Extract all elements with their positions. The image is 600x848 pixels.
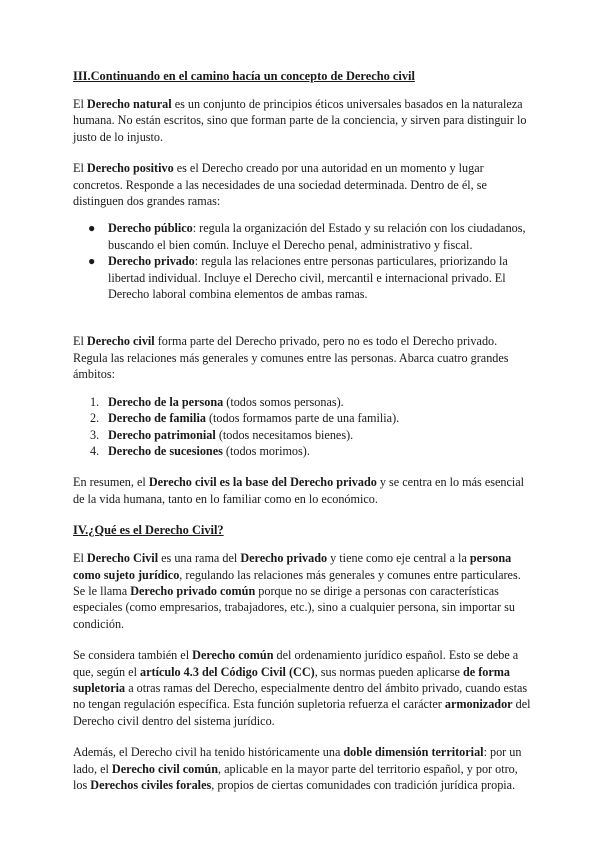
paragraph-derecho-comun: Se considera también el Derecho común del ordenamiento jurídico español. Esto se debe a que, según el artículo 4.3 del Código Civil (CC), sus normas pueden aplicarse de forma supletoria a otras ramas del Derecho, especialmente dentro del ámbito privado, cuando estas no tengan regulación específica. Esta función supletoria refuerza el carácter armonizador del Derecho civil dentro del sistema jurídico. bbox=[73, 648, 531, 728]
list-item-ambito bbox=[90, 410, 534, 426]
bold-term: persona como sujeto jurídico bbox=[73, 551, 512, 582]
bold-term: artículo 4.3 del Código Civil (CC) bbox=[140, 664, 315, 679]
bold-term: armonizador bbox=[444, 697, 513, 712]
section-3-title: III.Continuando en el camino hacía un concepto de Derecho civil bbox=[73, 69, 415, 83]
bold-term: Derecho patrimonial bbox=[108, 427, 216, 442]
spacer bbox=[73, 302, 534, 333]
paragraph-derecho-natural: El Derecho natural es un conjunto de principios éticos universales basados en la naturaleza humana. No están escritos, sino que forman parte de la conciencia, y sirven para distinguir lo justo de lo injusto. bbox=[73, 97, 527, 144]
bold-term: Derecho privado bbox=[240, 551, 328, 566]
list-number: 4. bbox=[90, 443, 100, 458]
list-item-text: Derecho patrimonial (todos necesitamos bienes). bbox=[108, 427, 354, 442]
branches-list bbox=[73, 220, 534, 302]
paragraph-derecho-civil: El Derecho civil forma parte del Derecho privado, pero no es todo el Derecho privado. Regula las relaciones más generales y comunes entre las personas. Abarca cuatro grandes ámbitos: bbox=[73, 334, 509, 382]
bold-term: Derecho de la persona bbox=[108, 394, 224, 409]
bold-term: Derecho público bbox=[108, 221, 193, 236]
bold-term: Derecho natural bbox=[86, 97, 172, 111]
paragraph-resumen: En resumen, el Derecho civil es la base del Derecho privado y se centra en lo más esencial de la vida humana, tanto en lo familiar como en lo económico. bbox=[73, 475, 525, 506]
section-4-title: IV.¿Qué es el Derecho Civil? bbox=[73, 523, 224, 538]
list-item-ambito bbox=[90, 394, 534, 410]
list-item-derecho-publico bbox=[88, 220, 534, 253]
list-item-text: Derecho de sucesiones (todos morimos). bbox=[108, 443, 310, 458]
paragraph-derecho-civil-rama: El Derecho Civil es una rama del Derecho privado y tiene como eje central a la persona como sujeto jurídico, regulando las relaciones más generales y comunes entre particulares. Se le llama Derecho privado común porque no se dirige a personas con características especiales (como empresarios, trabajadores, etc.), sino a cualquier persona, sin importar su condición. bbox=[73, 551, 521, 631]
bold-term: Derecho civil común bbox=[111, 761, 218, 776]
bold-term: Derecho de sucesiones bbox=[108, 443, 223, 458]
list-item-text: Derecho privado: regula las relaciones entre personas particulares, priorizando la libertad individual. Incluye el Derecho civil, mercantil e internacional privado. El Derecho laboral combina elementos de ambas ramas. bbox=[108, 254, 508, 302]
list-number: 2. bbox=[90, 411, 100, 426]
bold-term: Derecho privado bbox=[108, 254, 195, 269]
list-item-text: Derecho de la persona (todos somos personas). bbox=[108, 394, 344, 409]
bullet-icon: ● bbox=[88, 221, 96, 236]
bold-term: Derecho de familia bbox=[108, 411, 206, 426]
bold-term: de forma supletoria bbox=[73, 664, 510, 695]
bold-term: doble dimensión territorial bbox=[343, 745, 484, 760]
list-item-ambito bbox=[90, 427, 534, 443]
list-item-derecho-privado bbox=[88, 253, 534, 302]
list-item-ambito bbox=[90, 443, 534, 459]
list-number: 3. bbox=[90, 427, 100, 442]
list-item-text: Derecho público: regula la organización del Estado y su relación con los ciudadanos, buscando el bien común. Incluye el Derecho penal, administrativo y fiscal. bbox=[108, 221, 526, 252]
bold-term: Derecho común bbox=[192, 648, 274, 663]
list-number: 1. bbox=[90, 394, 100, 409]
bold-term: Derecho civil es la base del Derecho privado bbox=[148, 475, 377, 490]
bold-term: Derecho positivo bbox=[86, 161, 174, 176]
list-item-text: Derecho de familia (todos formamos parte de una familia). bbox=[108, 411, 400, 426]
paragraph-derecho-positivo: El Derecho positivo es el Derecho creado por una autoridad en un momento y lugar concretos. Responde a las necesidades de una sociedad determinada. Dentro de él, se distinguen dos grandes ramas: bbox=[73, 161, 487, 209]
bullet-icon: ● bbox=[88, 254, 96, 269]
bold-term: Derechos civiles forales bbox=[90, 778, 212, 792]
bold-term: Derecho civil bbox=[86, 334, 155, 349]
paragraph-dimension-territorial: Además, el Derecho civil ha tenido históricamente una doble dimensión territorial: por un lado, el Derecho civil común, aplicable en la mayor parte del territorio español, y por otro, los Derechos civiles forales, propios de ciertas comunidades con tradición jurídica propia. bbox=[73, 745, 522, 792]
bold-term: Derecho Civil bbox=[86, 551, 159, 566]
ambitos-list bbox=[73, 394, 534, 460]
bold-term: Derecho privado común bbox=[130, 583, 256, 598]
